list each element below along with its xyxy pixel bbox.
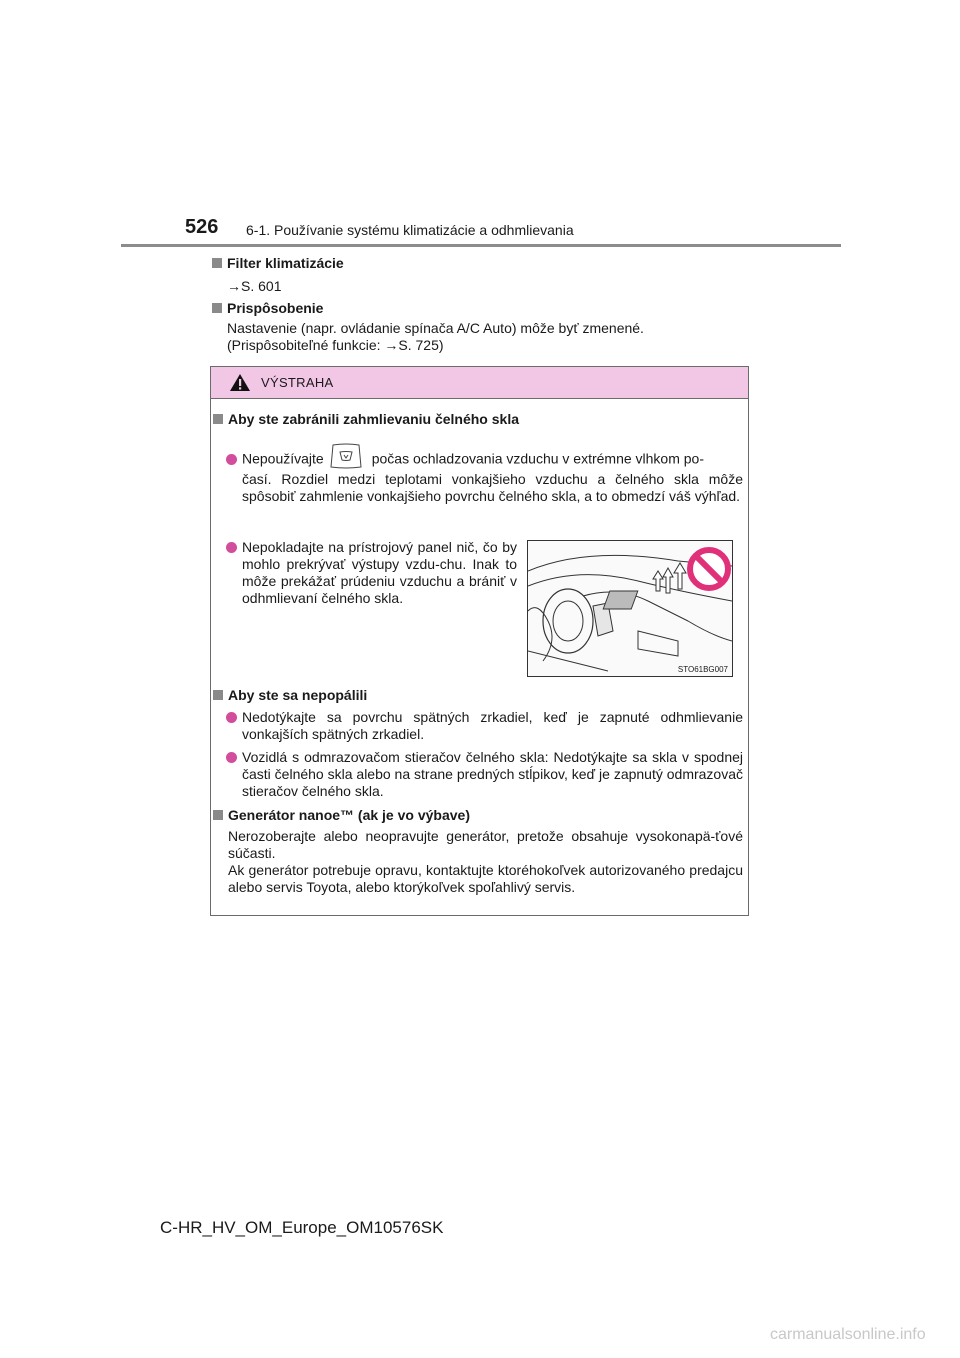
dashboard-illustration xyxy=(527,540,733,677)
square-bullet-icon xyxy=(213,414,223,424)
section-heading: Aby ste sa nepopálili xyxy=(228,687,368,703)
bullet-item xyxy=(226,709,743,743)
section-heading: Generátor nanoe™ (ak je vo výbave) xyxy=(228,807,470,823)
body-paragraph: Nerozoberajte alebo neopravujte generátor, pretože obsahuje vysokonapä-ťové súčasti. xyxy=(228,828,743,861)
bullet-text: Nedotýkajte sa povrchu spätných zrkadiel, keď je zapnuté odhmlievanie vonkajších spätných zrkadiel. xyxy=(242,709,743,742)
square-bullet-icon xyxy=(212,258,222,268)
warning-box xyxy=(210,366,749,916)
bullet-text: Nepokladajte na prístrojový panel nič, čo by mohlo prekrývať výstupy vzdu-chu. Inak to môže prekážať prúdeniu vzduchu a brániť v odhmlievaní čelného skla. xyxy=(242,539,517,606)
reference-text: →S. 601 xyxy=(227,278,282,294)
section-customization xyxy=(212,300,644,354)
bullet-item xyxy=(226,539,517,607)
square-bullet-icon xyxy=(213,810,223,820)
square-bullet-icon xyxy=(212,303,222,313)
bullet-text: počas ochladzovania vzduchu v extrémne vlhkom po- xyxy=(371,450,705,467)
defog-button-icon xyxy=(328,441,364,475)
bullet-text: Nepoužívajte xyxy=(242,450,324,467)
bullet-text-continued: časí. Rozdiel medzi teplotami vonkajšieho vzduchu a čelného skla môže spôsobiť zahmlenie vonkajšieho povrchu čelného skla, a to obmedzí váš výhľad. xyxy=(242,471,743,504)
no-symbol-icon xyxy=(686,546,732,592)
section-heading: Filter klimatizácie xyxy=(227,255,344,271)
bullet-text: Vozidlá s odmrazovačom stieračov čelného skla: Nedotýkajte sa skla v spodnej časti čelného skla alebo na strane predných stĺpikov, keď je zapnutý odmrazovač stieračov čelného skla. xyxy=(242,749,743,799)
watermark: carmanualsonline.info xyxy=(770,1326,926,1343)
warning-title: VÝSTRAHA xyxy=(261,375,334,390)
square-bullet-icon xyxy=(213,690,223,700)
round-bullet-icon xyxy=(226,752,237,763)
header-divider xyxy=(121,244,841,247)
section-title: 6-1. Používanie systému klimatizácie a odhmlievania xyxy=(246,222,574,238)
section-heading: Aby ste zabránili zahmlievaniu čelného skla xyxy=(228,411,519,427)
warning-header xyxy=(211,367,748,399)
warning-section-burns xyxy=(213,687,743,703)
document-code: C-HR_HV_OM_Europe_OM10576SK xyxy=(160,1218,444,1237)
warning-triangle-icon xyxy=(229,373,251,392)
illustration-code: STO61BG007 xyxy=(677,665,728,674)
bullet-item xyxy=(226,749,743,800)
body-text: (Prispôsobiteľné funkcie: →S. 725) xyxy=(227,337,444,353)
round-bullet-icon xyxy=(226,454,237,465)
body-text: Nastavenie (napr. ovládanie spínača A/C Auto) môže byť zmenené. xyxy=(227,320,644,336)
body-paragraph: Ak generátor potrebuje opravu, kontaktujte ktoréhokoľvek autorizovaného predajcu alebo servis Toyota, alebo ktorýkoľvek spoľahlivý servis. xyxy=(228,862,743,895)
round-bullet-icon xyxy=(226,542,237,553)
warning-section-nanoe xyxy=(213,807,743,823)
section-filter xyxy=(212,255,344,295)
warning-section-fog xyxy=(213,411,743,427)
page-number: 526 xyxy=(185,216,219,238)
round-bullet-icon xyxy=(226,712,237,723)
section-heading: Prispôsobenie xyxy=(227,300,324,316)
